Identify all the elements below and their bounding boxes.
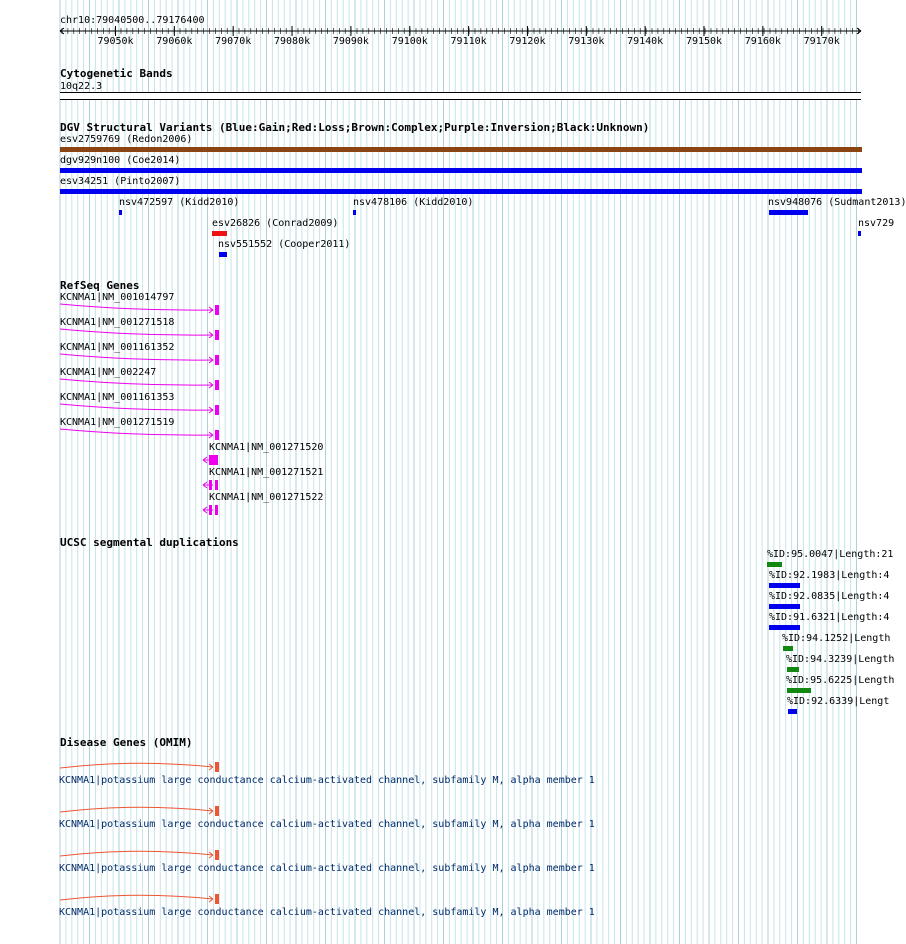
omim-gene-label: KCNMA1|potassium large conductance calcium-activated channel, subfamily M, alpha member 1: [59, 775, 595, 786]
dgv-feature-label: nsv948076 (Sudmant2013): [768, 197, 906, 208]
segdup-feature-label: %ID:92.0835|Length:4: [769, 591, 890, 602]
segdup-feature-bar[interactable]: [788, 709, 797, 714]
ruler-tick-label: 79150k: [685, 36, 723, 47]
refseq-gene-glyph[interactable]: [55, 478, 225, 492]
segdup-feature-label: %ID:94.3239|Length: [786, 654, 895, 665]
dgv-feature-label: esv2759769 (Redon2006): [60, 134, 193, 145]
refseq-gene-glyph[interactable]: [55, 428, 225, 442]
dgv-track-title: DGV Structural Variants (Blue:Gain;Red:Loss;Brown:Complex;Purple:Inversion;Black:Unknown): [60, 121, 650, 134]
ruler-tick-label: 79100k: [391, 36, 428, 47]
dgv-feature-bar[interactable]: [858, 231, 861, 236]
omim-gene-glyph[interactable]: [55, 848, 225, 862]
omim-gene-glyph[interactable]: [55, 804, 225, 818]
omim-gene-glyph[interactable]: [55, 892, 225, 906]
refseq-gene-label: KCNMA1|NM_001161352: [60, 342, 175, 353]
refseq-gene-glyph[interactable]: [55, 303, 225, 317]
refseq-gene-label: KCNMA1|NM_001271518: [60, 317, 175, 328]
refseq-gene-label: KCNMA1|NM_001271519: [60, 417, 175, 428]
ruler-tick-label: 79160k: [744, 36, 781, 47]
segdup-feature-bar[interactable]: [769, 625, 800, 630]
ruler-tick-label: 79060k: [156, 36, 193, 47]
segdup-feature-label: %ID:94.1252|Length: [782, 633, 891, 644]
ruler-tick-label: 79050k: [97, 36, 134, 47]
dgv-feature-label: nsv551552 (Cooper2011): [218, 239, 351, 250]
dgv-feature-bar[interactable]: [60, 168, 862, 173]
omim-gene-label: KCNMA1|potassium large conductance calcium-activated channel, subfamily M, alpha member 1: [59, 819, 595, 830]
dgv-feature-label: nsv478106 (Kidd2010): [353, 197, 474, 208]
segdup-feature-bar[interactable]: [769, 583, 800, 588]
dgv-feature-label: esv26826 (Conrad2009): [212, 218, 339, 229]
dgv-feature-bar[interactable]: [60, 147, 862, 152]
cytoband-track-title: Cytogenetic Bands: [60, 67, 173, 80]
dgv-feature-bar[interactable]: [119, 210, 122, 215]
ruler-tick-label: 79080k: [273, 36, 311, 47]
ruler-tick-label: 79070k: [215, 36, 252, 47]
ruler-tick-label: 79120k: [509, 36, 546, 47]
omim-track-title: Disease Genes (OMIM): [60, 736, 193, 749]
dgv-feature-label: esv34251 (Pinto2007): [60, 176, 181, 187]
refseq-gene-label: KCNMA1|NM_001271522: [209, 492, 324, 503]
segdup-feature-bar[interactable]: [787, 667, 799, 672]
ruler-tick-label: 79110k: [450, 36, 487, 47]
segdup-feature-label: %ID:95.6225|Length: [786, 675, 895, 686]
refseq-gene-label: KCNMA1|NM_001161353: [60, 392, 175, 403]
omim-gene-label: KCNMA1|potassium large conductance calcium-activated channel, subfamily M, alpha member 1: [59, 907, 595, 918]
segdup-feature-bar[interactable]: [787, 688, 811, 693]
segdup-feature-label: %ID:92.1983|Length:4: [769, 570, 890, 581]
dgv-feature-bar[interactable]: [219, 252, 227, 257]
dgv-feature-bar[interactable]: [353, 210, 356, 215]
refseq-gene-glyph[interactable]: [55, 503, 225, 517]
cytoband-label: 10q22.3: [60, 81, 103, 92]
dgv-feature-label: dgv929n100 (Coe2014): [60, 155, 181, 166]
segdup-track-title: UCSC segmental duplications: [60, 536, 239, 549]
refseq-gene-label: KCNMA1|NM_001271520: [209, 442, 324, 453]
dgv-feature-bar[interactable]: [769, 210, 808, 215]
coordinate-readout: chr10:79040500..79176400: [60, 15, 205, 26]
omim-gene-glyph[interactable]: [55, 760, 225, 774]
cytoband-bar[interactable]: [60, 92, 861, 100]
refseq-gene-glyph[interactable]: [55, 453, 225, 467]
ruler-tick-label: 79140k: [627, 36, 664, 47]
refseq-gene-glyph[interactable]: [55, 353, 225, 367]
refseq-gene-label: KCNMA1|NM_002247: [60, 367, 157, 378]
ruler-tick-label: 79130k: [568, 36, 605, 47]
segdup-feature-label: %ID:91.6321|Length:4: [769, 612, 890, 623]
segdup-feature-bar[interactable]: [767, 562, 782, 567]
segdup-feature-label: %ID:92.6339|Lengt: [787, 696, 890, 707]
refseq-gene-glyph[interactable]: [55, 328, 225, 342]
segdup-feature-bar[interactable]: [783, 646, 793, 651]
refseq-gene-glyph[interactable]: [55, 378, 225, 392]
refseq-gene-label: KCNMA1|NM_001014797: [60, 292, 175, 303]
dgv-feature-bar[interactable]: [212, 231, 227, 236]
dgv-feature-label: nsv729: [858, 218, 895, 229]
dgv-feature-label: nsv472597 (Kidd2010): [119, 197, 240, 208]
refseq-gene-label: KCNMA1|NM_001271521: [209, 467, 324, 478]
refseq-gene-glyph[interactable]: [55, 403, 225, 417]
omim-gene-label: KCNMA1|potassium large conductance calcium-activated channel, subfamily M, alpha member 1: [59, 863, 595, 874]
ruler-tick-label: 79090k: [332, 36, 369, 47]
refseq-track-title: RefSeq Genes: [60, 279, 140, 292]
ruler-tick-label: 79170k: [803, 36, 840, 47]
dgv-feature-bar[interactable]: [60, 189, 862, 194]
segdup-feature-bar[interactable]: [769, 604, 800, 609]
segdup-feature-label: %ID:95.0047|Length:21: [767, 549, 894, 560]
